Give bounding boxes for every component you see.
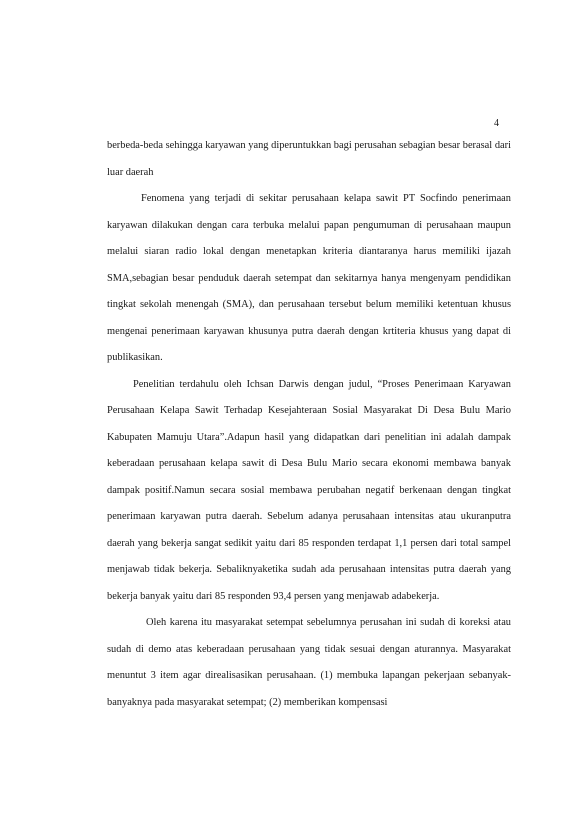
document-body <box>107 133 511 716</box>
page-number: 4 <box>494 118 499 129</box>
paragraph-3: Penelitian terdahulu oleh Ichsan Darwis dengan judul, “Proses Penerimaan Karyawan Perusahaan Kelapa Sawit Terhadap Kesejahteraan Sosial Masyarakat Di Desa Bulu Mario Kabupaten Mamuju Utara”.Adapun hasil yang didapatkan dari penelitian ini adalah dampak keberadaan perusahaan kelapa sawit di Desa Bulu Mario secara ekonomi membawa banyak dampak positif.Namun secara sosial membawa perubahan negatif berkenaan dengan tingkat penerimaan karyawan putra daerah. Sebelum adanya perusahaan intensitas atau ukuranputra daerah yang bekerja sangat sedikit yaitu dari 85 responden terdapat 1,1 persen dari total sampel menjawab tidak bekerja. Sebaliknyaketika sudah ada perusahaan intensitas putra daerah yang bekerja banyak yaitu dari 85 responden 93,4 persen yang menjawab adabekerja. <box>107 378 511 602</box>
paragraph-4: Oleh karena itu masyarakat setempat sebelumnya perusahan ini sudah di koreksi atau sudah di demo atas keberadaan perusahaan yang tidak sesuai dengan aturannya. Masyarakat menuntut 3 item agar direalisasikan perusahaan. (1) membuka lapangan pekerjaan sebanyak-banyaknya pada masyarakat setempat; (2) memberikan kompensasi <box>107 617 511 708</box>
paragraph-1: berbeda-beda sehingga karyawan yang diperuntukkan bagi perusahan sebagian besar berasal dari luar daerah <box>107 140 511 178</box>
paragraph-2: Fenomena yang terjadi di sekitar perusahaan kelapa sawit PT Socfindo penerimaan karyawan dilakukan dengan cara terbuka melalui papan pengumuman di perusahaan maupun melalui siaran radio lokal dengan menetapkan kriteria diantaranya harus memiliki ijazah SMA,sebagian besar penduduk daerah setempat dan sekitarnya hanya mengenyam pendidikan tingkat sekolah menengah (SMA), dan perusahaan tersebut belum memiliki ketentuan khusus mengenai penerimaan karyawan khusunya putra daerah dengan krtiteria khusus yang dapat di publikasikan. <box>107 193 511 363</box>
